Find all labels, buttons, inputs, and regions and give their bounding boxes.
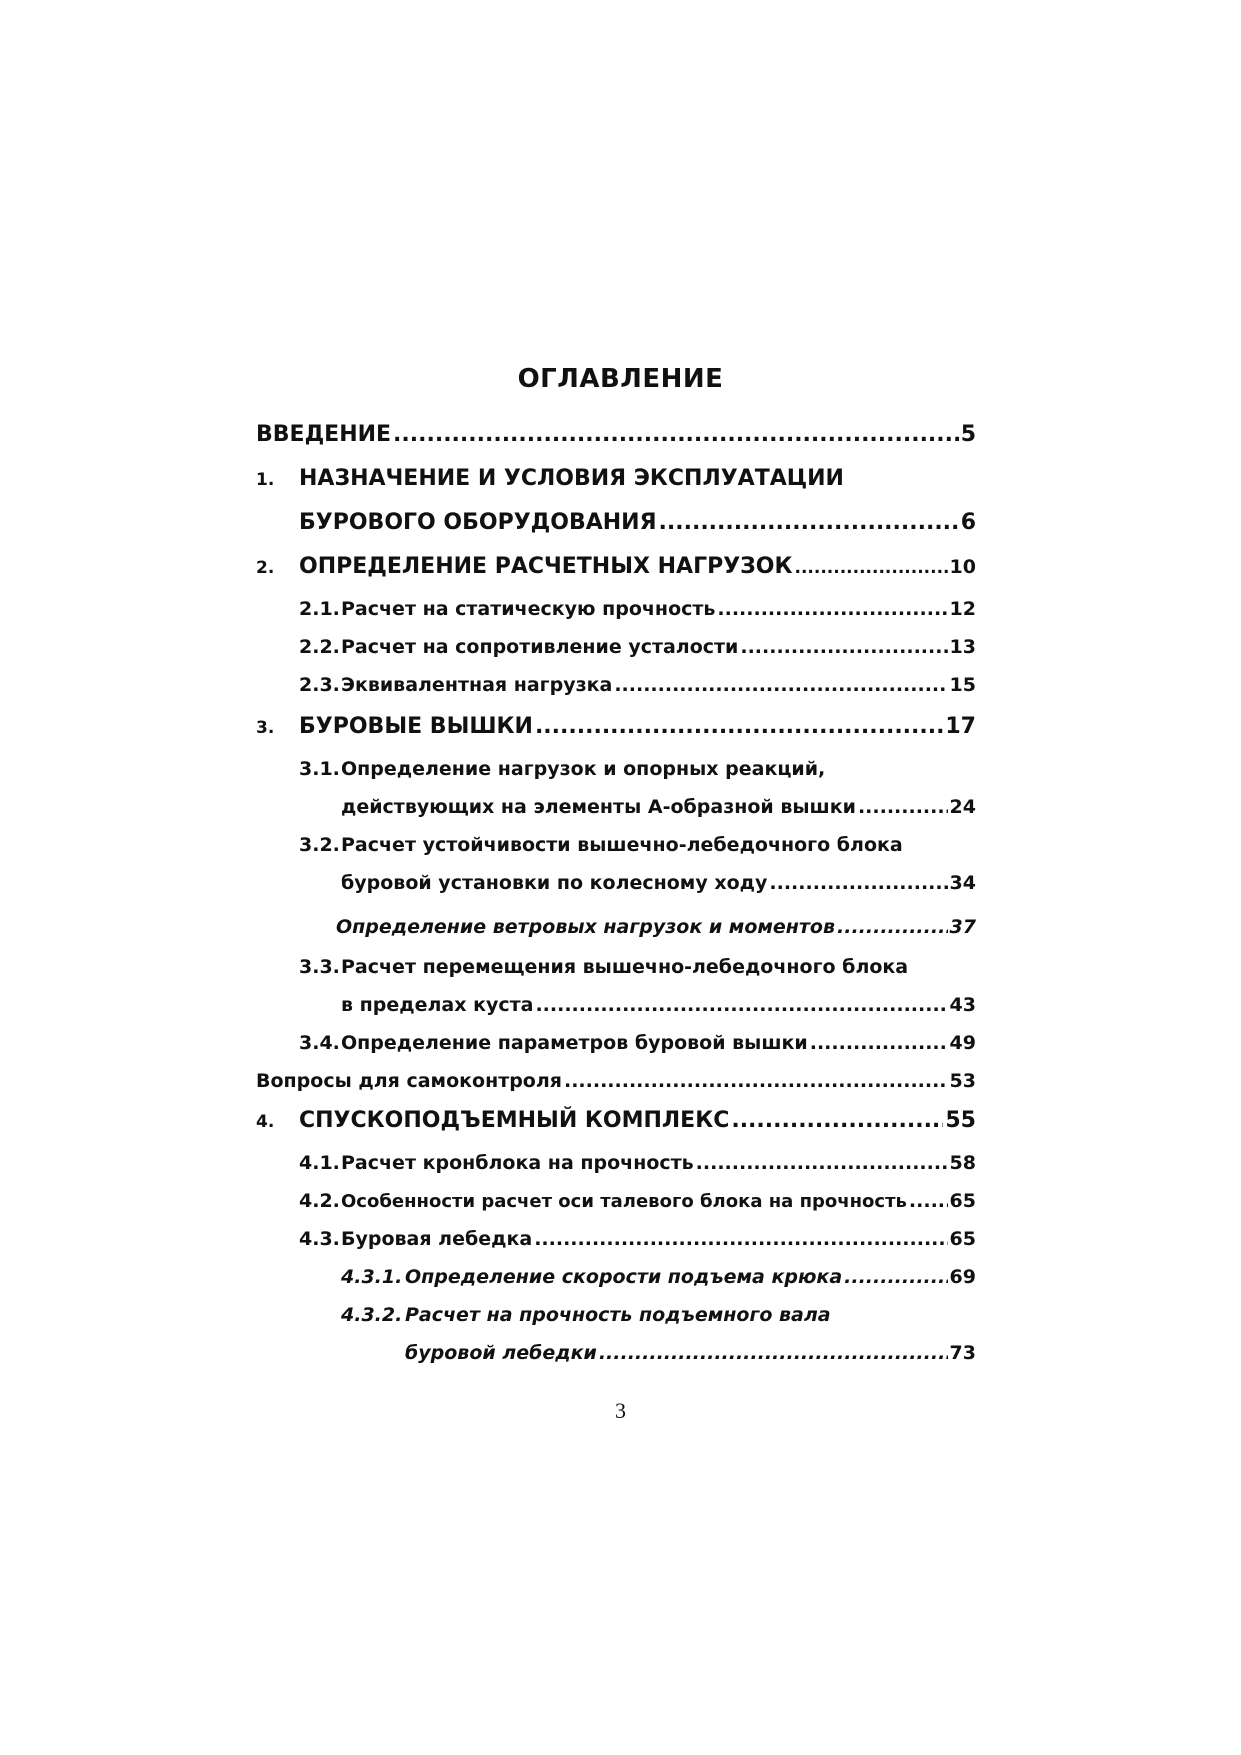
toc-entry-number: 3.1. [299, 758, 340, 780]
toc-entry-number: 3.3. [299, 956, 340, 978]
toc-entry-page: 65 [949, 1228, 976, 1250]
toc-entry-number: 2. [256, 558, 275, 578]
leader-dots [599, 1342, 948, 1364]
toc-entry-label: Определение ветровых нагрузок и моментов [336, 916, 836, 938]
toc-entry-3-3[interactable] [299, 956, 976, 978]
leader-dots [564, 1070, 948, 1092]
leader-dots [858, 796, 948, 818]
leader-dots [696, 1152, 948, 1174]
toc-entry-number: 2.1. [299, 598, 340, 620]
toc-entry-page: 34 [949, 872, 976, 894]
toc-entry-4-3[interactable] [299, 1228, 976, 1250]
toc-entry-label: Расчет кронблока на прочность [341, 1152, 694, 1174]
toc-entry-page: 24 [949, 796, 976, 818]
toc-entry-label: буровой установки по колесному ходу [341, 872, 768, 894]
toc-entry-number: 4.2. [299, 1190, 340, 1212]
toc-entry-chapter-2[interactable] [256, 554, 976, 579]
toc-entry-page: 53 [949, 1070, 976, 1092]
leader-dots [837, 916, 948, 938]
leader-dots [614, 674, 947, 696]
toc-entry-number: 4.3. [299, 1228, 340, 1250]
toc-entry-3-2[interactable] [299, 834, 976, 856]
leader-dots [717, 598, 947, 620]
toc-entry-chapter-4[interactable] [256, 1108, 976, 1133]
leader-dots [393, 422, 959, 447]
toc-entry-page: 55 [945, 1108, 976, 1133]
toc-entry-3-4[interactable] [299, 1032, 976, 1054]
toc-entry-4-3-1[interactable] [341, 1266, 976, 1288]
toc-entry-2-1[interactable] [299, 598, 976, 620]
toc-entry-chapter-1-cont[interactable] [299, 510, 976, 535]
toc-entry-number: 4. [256, 1112, 275, 1132]
toc-entry-3-2-sub[interactable] [336, 916, 976, 938]
toc-entry-number: 3.4. [299, 1032, 340, 1054]
toc-entry-introduction[interactable] [256, 422, 976, 447]
toc-entry-label: Расчет на сопротивление усталости [341, 636, 739, 658]
leader-dots [844, 1266, 947, 1288]
toc-entry-number: 4.1. [299, 1152, 340, 1174]
toc-entry-page: 58 [949, 1152, 976, 1174]
leader-dots [810, 1032, 948, 1054]
leader-dots [795, 558, 948, 578]
toc-entry-2-2[interactable] [299, 636, 976, 658]
toc-entry-label: Расчет на статическую прочность [341, 598, 716, 620]
toc-entry-label: в пределах куста [341, 994, 534, 1016]
toc-entry-number: 3.2. [299, 834, 340, 856]
toc-entry-page: 73 [949, 1342, 976, 1364]
toc-entry-label: буровой лебедки [405, 1342, 597, 1364]
toc-entry-4-3-2[interactable] [341, 1304, 976, 1326]
toc-entry-label: Вопросы для самоконтроля [256, 1070, 562, 1092]
toc-entry-page: 49 [949, 1032, 976, 1054]
toc-entry-page: 15 [949, 674, 976, 696]
toc-entry-number: 4.3.2. [341, 1304, 403, 1326]
toc-entry-page: 37 [949, 916, 976, 938]
leader-dots [535, 714, 943, 739]
toc-entry-label: ОПРЕДЕЛЕНИЕ РАСЧЕТНЫХ НАГРУЗОК [299, 554, 793, 579]
toc-entry-page: 12 [949, 598, 976, 620]
toc-entry-label: Определение параметров буровой вышки [341, 1032, 808, 1054]
leader-dots [731, 1108, 943, 1133]
toc-entry-label: НАЗНАЧЕНИЕ И УСЛОВИЯ ЭКСПЛУАТАЦИИ [299, 466, 844, 491]
toc-entry-3-3-cont[interactable] [341, 994, 976, 1016]
toc-entry-label: Определение скорости подъема крюка [405, 1266, 843, 1288]
toc-entry-4-2[interactable] [299, 1190, 976, 1212]
toc-entry-label: Определение нагрузок и опорных реакций, [341, 758, 826, 780]
toc-entry-label: Расчет устойчивости вышечно-лебедочного блока [341, 834, 903, 856]
leader-dots [740, 636, 947, 658]
toc-entry-4-3-2-cont[interactable] [405, 1342, 976, 1364]
toc-entry-page: 65 [949, 1190, 976, 1212]
toc-entry-page: 5 [960, 422, 976, 447]
toc-entry-chapter-1[interactable] [256, 466, 976, 491]
toc-entry-label: Эквивалентная нагрузка [341, 674, 613, 696]
toc-entry-number: 1. [256, 470, 275, 490]
toc-entry-label: БУРОВЫЕ ВЫШКИ [299, 714, 533, 739]
toc-entry-page: 69 [949, 1266, 976, 1288]
toc-entry-page: 43 [949, 994, 976, 1016]
toc-entry-3-2-cont[interactable] [341, 872, 976, 894]
toc-entry-chapter-3[interactable] [256, 714, 976, 739]
toc-entry-page: 6 [960, 510, 976, 535]
toc-entry-label: СПУСКОПОДЪЕМНЫЙ КОМПЛЕКС [299, 1108, 730, 1133]
toc-entry-label: Расчет перемещения вышечно-лебедочного блока [341, 956, 909, 978]
toc-entry-label: Особенности расчет оси талевого блока на прочность [341, 1191, 907, 1212]
page-title: ОГЛАВЛЕНИЕ [517, 364, 724, 394]
toc-entry-label: ВВЕДЕНИЕ [256, 422, 392, 447]
toc-entry-page: 13 [949, 636, 976, 658]
toc-entry-2-3[interactable] [299, 674, 976, 696]
leader-dots [909, 1190, 948, 1212]
toc-entry-self-check[interactable] [256, 1070, 976, 1092]
toc-entry-number: 4.3.1. [341, 1266, 403, 1288]
toc-entry-3-1[interactable] [299, 758, 976, 780]
toc-entry-number: 2.2. [299, 636, 340, 658]
toc-entry-label: Буровая лебедка [341, 1228, 533, 1250]
toc-entry-label: БУРОВОГО ОБОРУДОВАНИЯ [299, 510, 657, 535]
leader-dots [535, 994, 947, 1016]
toc-entry-page: 17 [945, 714, 976, 739]
toc-entry-4-1[interactable] [299, 1152, 976, 1174]
toc-entry-label: действующих на элементы А-образной вышки [341, 796, 856, 818]
leader-dots [534, 1228, 947, 1250]
toc-entry-3-1-cont[interactable] [341, 796, 976, 818]
toc-entry-number: 2.3. [299, 674, 340, 696]
page-number: 3 [615, 1398, 626, 1423]
toc-entry-label: Расчет на прочность подъемного вала [405, 1304, 831, 1326]
leader-dots [659, 510, 959, 535]
leader-dots [769, 872, 947, 894]
toc-entry-page: 10 [949, 556, 976, 578]
toc-entry-number: 3. [256, 718, 275, 738]
